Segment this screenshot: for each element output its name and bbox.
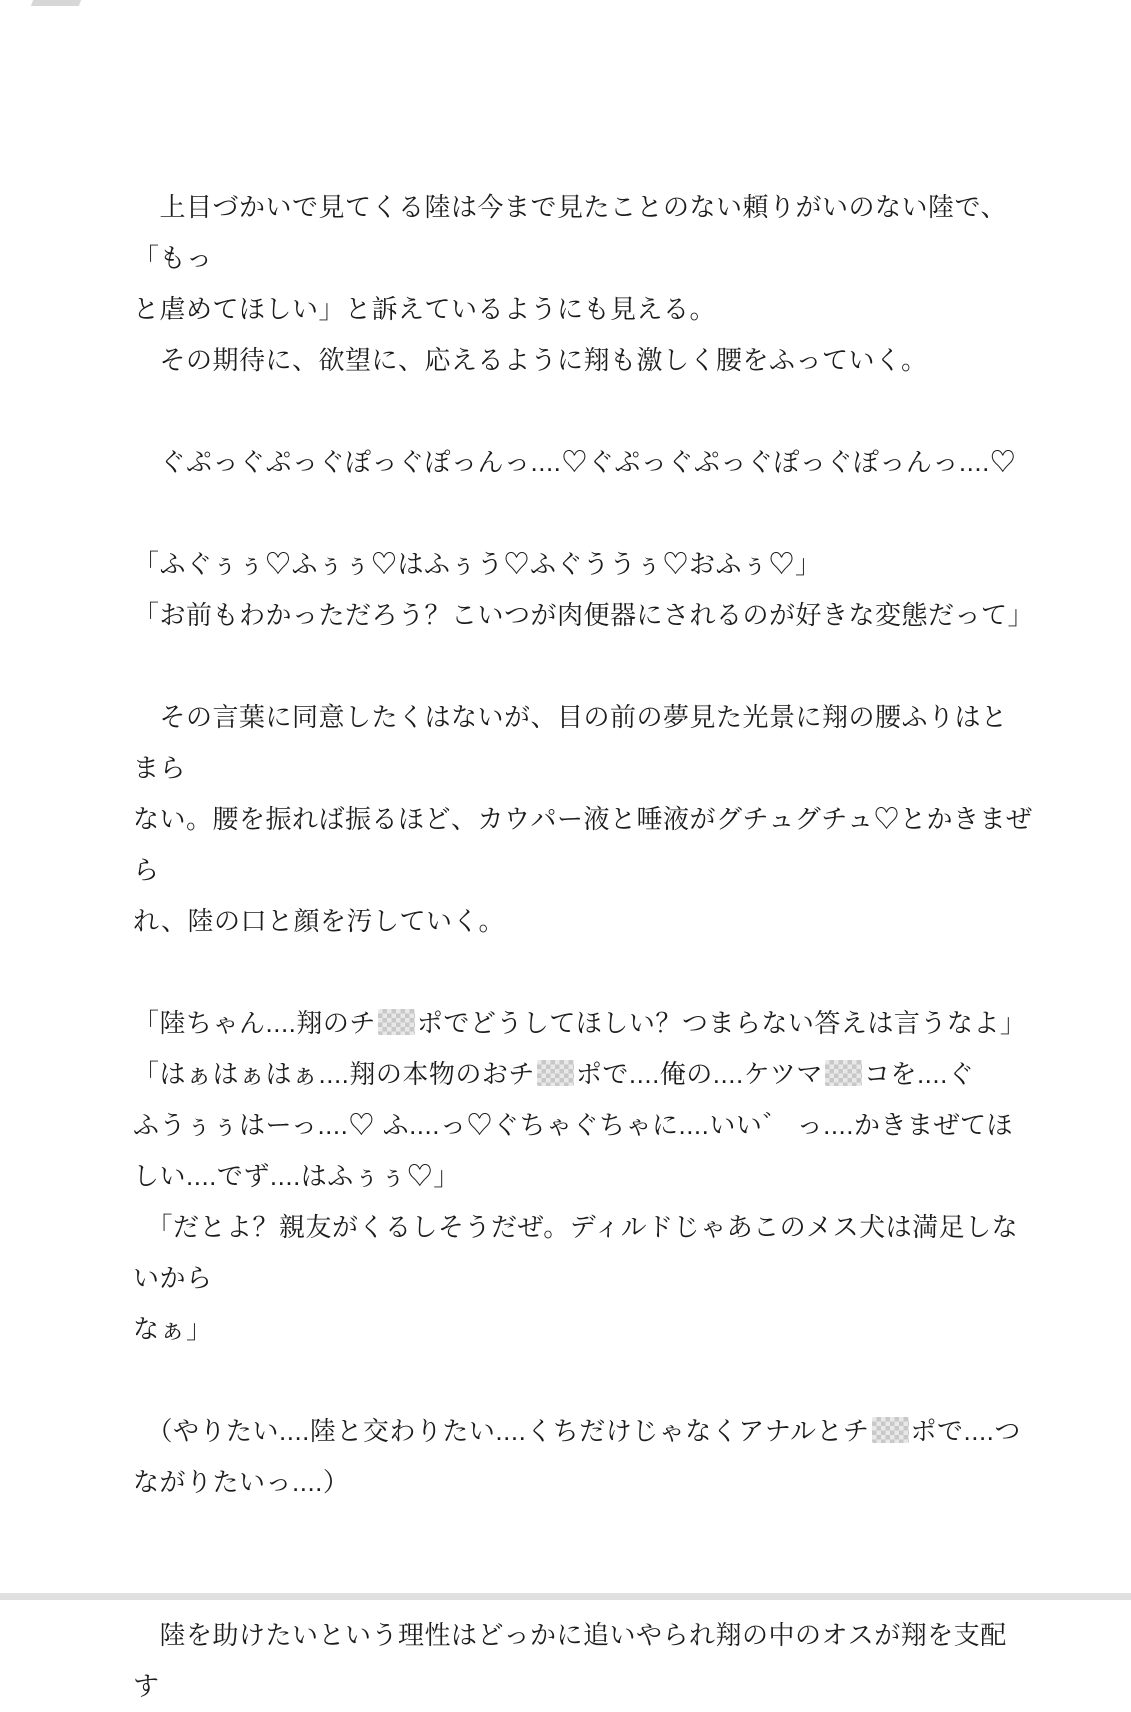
text-line [133,386,1033,437]
text-line [133,539,1033,590]
text-line [133,794,1033,896]
line-text: 「だとよ？親友がくるしそうだぜ。ディルドじゃあこのメス犬は満足しないから [133,1212,1019,1293]
line-text: れ、陸の口と顔を汚していく。 [133,906,506,936]
text-line [133,1151,1033,1202]
text-line [133,437,1033,488]
line-text: その言葉に同意したくはないが、目の前の夢見た光景に翔の腰ふりはとまら [133,702,1008,783]
text-line [133,590,1033,641]
line-text: ポで....つ [910,1416,1021,1446]
line-text: しい....でず....はふぅぅ♡」 [133,1161,460,1191]
document-body [133,182,1033,1712]
line-text: ぐぷっぐぷっぐぽっぐぽっんっ....♡ぐぷっぐぷっぐぽっぐぽっんっ....♡ [133,447,1017,477]
line-text: 「お前もわかっただろう？こいつが肉便器にされるのが好きな変態だって」 [133,600,1035,630]
text-line [133,998,1033,1049]
text-line [133,1406,1033,1457]
line-text: ポでどうしてほしい？つまらない答えは言うなよ」 [416,1008,1027,1038]
text-line [133,1610,1033,1712]
text-line [133,488,1033,539]
line-text: 「ふぐぅぅ♡ふぅぅ♡はふぅう♡ふぐううぅ♡おふぅ♡」 [133,549,822,579]
text-line [133,1049,1033,1100]
text-line [133,1457,1033,1508]
text-line [133,1355,1033,1406]
text-line [133,1559,1033,1610]
text-line [133,1202,1033,1304]
text-line [133,641,1033,692]
text-line [133,692,1033,794]
line-text: （やりたい....陸と交わりたい....くちだけじゃなくアナルとチ [133,1416,870,1446]
line-text: ポで....俺の....ケツマ [575,1059,823,1089]
text-line [133,896,1033,947]
text-line [133,182,1033,284]
line-text: ながりたいっ....） [133,1467,350,1497]
text-line [133,1100,1033,1151]
scan-artifact-bottom [0,1593,1131,1600]
censor-mosaic-icon [872,1417,909,1443]
line-text: と虐めてほしい」と訴えているようにも見える。 [133,294,717,324]
line-text: 「陸ちゃん....翔のチ [133,1008,376,1038]
line-text: なぁ」 [133,1314,213,1344]
line-text: コを....ぐ [863,1059,975,1089]
censor-mosaic-icon [537,1060,574,1086]
censor-mosaic-icon [378,1009,415,1035]
text-line [133,284,1033,335]
text-line [133,1508,1033,1559]
censor-mosaic-icon [825,1060,862,1086]
text-line [133,947,1033,998]
scan-artifact-top [31,0,81,6]
text-line [133,1304,1033,1355]
line-text: 陸を助けたいという理性はどっかに追いやられ翔の中のオスが翔を支配す [133,1620,1007,1701]
text-line [133,335,1033,386]
line-text: ない。腰を振れば振るほど、カウパー液と唾液がグチュグチュ♡とかきまぜら [133,804,1033,885]
line-text: その期待に、欲望に、応えるように翔も激しく腰をふっていく。 [133,345,928,375]
line-text: 「はぁはぁはぁ....翔の本物のおチ [133,1059,535,1089]
line-text: ふうぅぅはーっ....♡ ふ....っ♡ぐちゃぐちゃに....いい゛ っ....かきまぜてほ [133,1110,1013,1140]
line-text: 上目づかいで見てくる陸は今まで見たことのない頼りがいのない陸で、「もっ [133,192,1007,273]
